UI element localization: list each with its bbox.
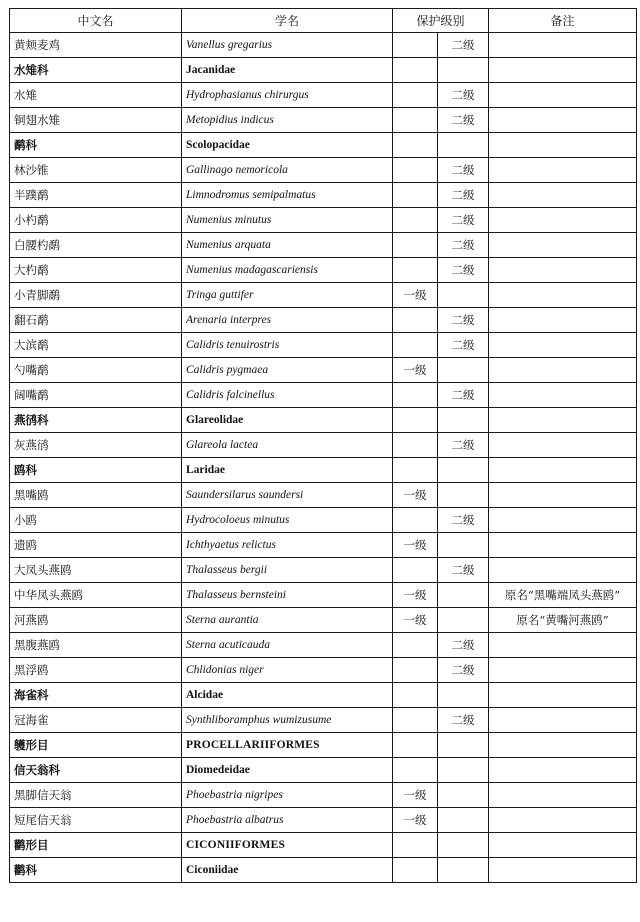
scientific-name-cell: Hydrocoloeus minutus [182,508,393,533]
table-row-species [10,433,637,458]
scientific-name-cell: Sterna aurantia [182,608,393,633]
level-one-cell [393,333,438,358]
remarks-cell [489,108,637,133]
level-two-cell: 二级 [438,183,489,208]
scientific-name-cell: Saundersilarus saundersi [182,483,393,508]
table-row-species [10,383,637,408]
level-two-cell: 二级 [438,83,489,108]
scientific-name-cell: Ichthyaetus relictus [182,533,393,558]
chinese-name-cell: 海雀科 [10,683,182,708]
chinese-name-cell: 燕鸻科 [10,408,182,433]
scientific-name-cell: Vanellus gregarius [182,33,393,58]
chinese-name-cell: 小杓鹬 [10,208,182,233]
chinese-name-cell: 大滨鹬 [10,333,182,358]
level-two-cell: 二级 [438,433,489,458]
table-row-species [10,783,637,808]
level-one-cell [393,833,438,858]
level-one-cell [393,183,438,208]
chinese-name-cell: 翻石鹬 [10,308,182,333]
level-one-cell [393,558,438,583]
remarks-cell [489,508,637,533]
remarks-cell [489,208,637,233]
level-one-cell [393,133,438,158]
level-one-cell: 一级 [393,583,438,608]
table-row-species [10,283,637,308]
remarks-cell [489,58,637,83]
level-one-cell [393,33,438,58]
table-row-species [10,333,637,358]
level-one-cell: 一级 [393,283,438,308]
remarks-cell [489,408,637,433]
chinese-name-cell: 半蹼鹬 [10,183,182,208]
scientific-name-cell: Arenaria interpres [182,308,393,333]
level-one-cell [393,758,438,783]
level-one-cell [393,408,438,433]
remarks-cell [489,83,637,108]
remarks-cell [489,833,637,858]
scientific-name-cell: Numenius arquata [182,233,393,258]
level-two-cell [438,483,489,508]
level-two-cell: 二级 [438,383,489,408]
level-one-cell [393,108,438,133]
level-two-cell [438,458,489,483]
chinese-name-cell: 小鸥 [10,508,182,533]
chinese-name-cell: 鹱形目 [10,733,182,758]
scientific-name-cell: Gallinago nemoricola [182,158,393,183]
chinese-name-cell: 鸥科 [10,458,182,483]
table-row-species [10,33,637,58]
level-two-cell [438,833,489,858]
remarks-cell [489,283,637,308]
level-two-cell [438,808,489,833]
chinese-name-cell: 灰燕鸻 [10,433,182,458]
table-row-species [10,558,637,583]
level-two-cell: 二级 [438,508,489,533]
remarks-cell [489,133,637,158]
remarks-cell [489,633,637,658]
level-one-cell [393,233,438,258]
level-one-cell: 一级 [393,533,438,558]
remarks-cell [489,483,637,508]
scientific-name-cell: Calidris tenuirostris [182,333,393,358]
table-row-family [10,758,637,783]
remarks-cell [489,558,637,583]
remarks-cell [489,183,637,208]
chinese-name-cell: 短尾信天翁 [10,808,182,833]
remarks-cell [489,333,637,358]
header-chinese-name: 中文名 [10,9,182,33]
chinese-name-cell: 鹬科 [10,133,182,158]
scientific-name-cell: Laridae [182,458,393,483]
remarks-cell [489,433,637,458]
level-two-cell [438,58,489,83]
scientific-name-cell: PROCELLARIIFORMES [182,733,393,758]
chinese-name-cell: 水雉科 [10,58,182,83]
chinese-name-cell: 铜翅水雉 [10,108,182,133]
level-two-cell [438,858,489,883]
table-row-species [10,233,637,258]
remarks-cell [489,758,637,783]
scientific-name-cell: Thalasseus bernsteini [182,583,393,608]
remarks-cell [489,308,637,333]
level-two-cell [438,283,489,308]
level-one-cell: 一级 [393,358,438,383]
level-two-cell [438,358,489,383]
level-two-cell [438,608,489,633]
chinese-name-cell: 黄颊麦鸡 [10,33,182,58]
level-two-cell [438,133,489,158]
table-row-species [10,183,637,208]
table-row-order [10,733,637,758]
table-row-species [10,658,637,683]
scientific-name-cell: Numenius minutus [182,208,393,233]
level-one-cell [393,308,438,333]
level-two-cell [438,783,489,808]
chinese-name-cell: 信天翁科 [10,758,182,783]
level-one-cell [393,433,438,458]
remarks-cell [489,158,637,183]
remarks-cell [489,533,637,558]
level-two-cell [438,583,489,608]
level-one-cell [393,633,438,658]
scientific-name-cell: Calidris falcinellus [182,383,393,408]
chinese-name-cell: 河燕鸥 [10,608,182,633]
scientific-name-cell: Jacanidae [182,58,393,83]
level-two-cell: 二级 [438,558,489,583]
remarks-cell [489,658,637,683]
level-two-cell [438,408,489,433]
table-row-species [10,508,637,533]
level-one-cell [393,58,438,83]
header-scientific-name: 学名 [182,9,393,33]
remarks-cell [489,383,637,408]
remarks-cell [489,233,637,258]
level-one-cell [393,658,438,683]
table-row-family [10,683,637,708]
scientific-name-cell: Glareolidae [182,408,393,433]
scientific-name-cell: Hydrophasianus chirurgus [182,83,393,108]
table-row-species [10,608,637,633]
level-one-cell [393,208,438,233]
level-two-cell [438,758,489,783]
remarks-cell: 原名“黑嘴端凤头燕鸥” [489,583,637,608]
remarks-cell [489,258,637,283]
scientific-name-cell: Chlidonias niger [182,658,393,683]
level-one-cell: 一级 [393,608,438,633]
scientific-name-cell: Scolopacidae [182,133,393,158]
header-remarks: 备注 [489,9,637,33]
remarks-cell [489,458,637,483]
table-row-species [10,483,637,508]
level-two-cell: 二级 [438,208,489,233]
scientific-name-cell: CICONIIFORMES [182,833,393,858]
table-header [10,9,637,33]
scientific-name-cell: Sterna acuticauda [182,633,393,658]
chinese-name-cell: 勺嘴鹬 [10,358,182,383]
remarks-cell: 原名“黄嘴河燕鸥” [489,608,637,633]
header-row [10,9,637,33]
chinese-name-cell: 鹳形目 [10,833,182,858]
header-protection-level: 保护级别 [393,9,489,33]
chinese-name-cell: 冠海雀 [10,708,182,733]
level-one-cell: 一级 [393,783,438,808]
remarks-cell [489,708,637,733]
chinese-name-cell: 水雉 [10,83,182,108]
remarks-cell [489,783,637,808]
table-body [10,33,637,883]
chinese-name-cell: 遗鸥 [10,533,182,558]
remarks-cell [489,33,637,58]
level-two-cell: 二级 [438,33,489,58]
table-row-species [10,583,637,608]
remarks-cell [489,858,637,883]
scientific-name-cell: Numenius madagascariensis [182,258,393,283]
level-one-cell: 一级 [393,483,438,508]
scientific-name-cell: Alcidae [182,683,393,708]
scientific-name-cell: Phoebastria nigripes [182,783,393,808]
level-one-cell [393,383,438,408]
table-row-family [10,58,637,83]
chinese-name-cell: 阔嘴鹬 [10,383,182,408]
level-two-cell: 二级 [438,658,489,683]
level-two-cell [438,533,489,558]
level-one-cell [393,733,438,758]
level-one-cell [393,83,438,108]
scientific-name-cell: Calidris pygmaea [182,358,393,383]
species-protection-table [9,8,637,883]
table-row-family [10,408,637,433]
level-two-cell [438,733,489,758]
level-one-cell [393,683,438,708]
scientific-name-cell: Synthliboramphus wumizusume [182,708,393,733]
scientific-name-cell: Limnodromus semipalmatus [182,183,393,208]
table-row-species [10,208,637,233]
chinese-name-cell: 大凤头燕鸥 [10,558,182,583]
table-row-family [10,133,637,158]
level-one-cell [393,158,438,183]
scientific-name-cell: Diomedeidae [182,758,393,783]
table-row-species [10,808,637,833]
table-row-species [10,708,637,733]
chinese-name-cell: 白腰杓鹬 [10,233,182,258]
table-row-species [10,83,637,108]
chinese-name-cell: 大杓鹬 [10,258,182,283]
scientific-name-cell: Thalasseus bergii [182,558,393,583]
level-one-cell: 一级 [393,808,438,833]
level-two-cell: 二级 [438,158,489,183]
table-row-species [10,158,637,183]
level-one-cell [393,708,438,733]
table-row-species [10,308,637,333]
remarks-cell [489,808,637,833]
chinese-name-cell: 黑浮鸥 [10,658,182,683]
remarks-cell [489,358,637,383]
table-row-species [10,358,637,383]
table-row-family [10,858,637,883]
scientific-name-cell: Metopidius indicus [182,108,393,133]
remarks-cell [489,683,637,708]
chinese-name-cell: 小青脚鹬 [10,283,182,308]
chinese-name-cell: 黑腹燕鸥 [10,633,182,658]
level-two-cell: 二级 [438,108,489,133]
remarks-cell [489,733,637,758]
chinese-name-cell: 林沙锥 [10,158,182,183]
scientific-name-cell: Phoebastria albatrus [182,808,393,833]
chinese-name-cell: 鹳科 [10,858,182,883]
table-row-species [10,633,637,658]
level-two-cell: 二级 [438,633,489,658]
scientific-name-cell: Ciconiidae [182,858,393,883]
level-two-cell [438,683,489,708]
level-two-cell: 二级 [438,708,489,733]
table-row-order [10,833,637,858]
level-one-cell [393,508,438,533]
table-row-species [10,258,637,283]
level-two-cell: 二级 [438,258,489,283]
chinese-name-cell: 中华凤头燕鸥 [10,583,182,608]
level-two-cell: 二级 [438,308,489,333]
table-row-species [10,108,637,133]
scientific-name-cell: Glareola lactea [182,433,393,458]
level-one-cell [393,858,438,883]
chinese-name-cell: 黑嘴鸥 [10,483,182,508]
table-row-species [10,533,637,558]
level-two-cell: 二级 [438,333,489,358]
chinese-name-cell: 黑脚信天翁 [10,783,182,808]
table-row-family [10,458,637,483]
level-one-cell [393,258,438,283]
level-two-cell: 二级 [438,233,489,258]
level-one-cell [393,458,438,483]
scientific-name-cell: Tringa guttifer [182,283,393,308]
